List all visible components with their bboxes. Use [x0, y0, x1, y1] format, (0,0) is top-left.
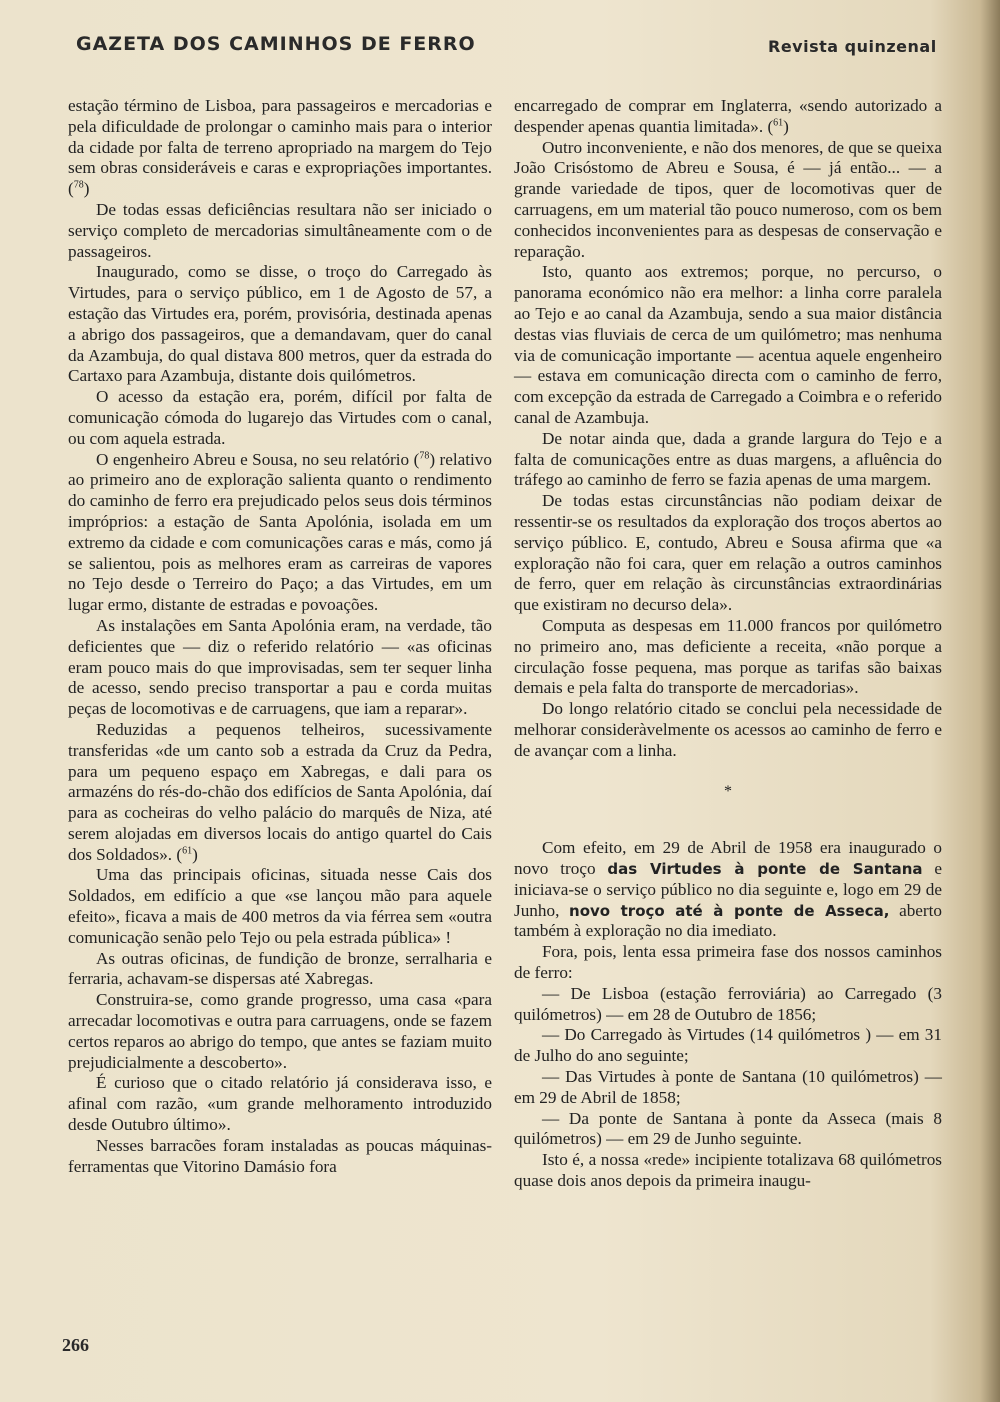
list-item: — De Lisboa (estação ferroviária) ao Carregado (3 quilómetros) — em 28 de Outubro de 1856;: [514, 983, 942, 1024]
footnote-ref: 61: [773, 117, 784, 129]
section-separator: *: [724, 782, 732, 800]
list-item: — Do Carregado às Virtudes (14 quilómetros ) — em 31 de Julho do ano seguinte;: [514, 1025, 942, 1066]
paragraph: Inaugurado, como se disse, o troço do Carregado às Virtudes, para o serviço público, em 1 de Agosto de 57, a estação das Virtudes era, porém, provisória, destinada apenas a abrigo dos passageiros, que a demandavam, quer do canal da Azambuja, do qual distava 800 metros, quer da estrada do Cartaxo para Azambuja, distante dois quilómetros.: [68, 262, 492, 386]
paragraph: Com efeito, em 29 de Abril de 1958 era inaugurado o novo troço das Virtudes à ponte de Santana e iniciava-se o serviço público no dia seguinte e, logo em 29 de Junho, novo troço até à ponte de Asseca, aberto também à exploração no dia imediato.: [514, 838, 943, 941]
paragraph: encarregado de comprar em Inglaterra, «sendo autorizado a despender apenas quantia limitada». ($^{61}$): [514, 96, 942, 136]
paragraph: De todas essas deficiências resultara não ser iniciado o serviço completo de mercadorias simultâneamente com o de passageiros.: [68, 199, 492, 261]
footnote-ref: 78: [419, 449, 430, 461]
paragraph: Reduzidas a pequenos telheiros, sucessivamente transferidas «de um canto sob a estrada da Cruz da Pedra, para um pequeno espaço em Xabregas, e dali para os armazéns do rés-do-chão dos edifícios de Santa Apolónia, daí para as cocheiras do velho palácio do marquês de Niza, até serem alojadas em diversos locais do antigo quartel do Cais dos Soldados». ($^{61}$): [68, 719, 492, 864]
right-column: [514, 96, 942, 1192]
paragraph: Construira-se, como grande progresso, uma casa «para arrecadar locomotivas e outra para carruagens, onde se fazem certos reparos ao abrigo do tempo, que antes se faziam muito prejudicialmente a descoberto».: [68, 990, 492, 1072]
footnote-ref: 61: [182, 844, 193, 856]
list-item: — Da ponte de Santana à ponte da Asseca (mais 8 quilómetros) — em 29 de Junho seguinte.: [514, 1108, 942, 1149]
paragraph: As outras oficinas, de fundição de bronze, serralharia e ferraria, achavam-se dispersas até Xabregas.: [68, 948, 492, 989]
paragraph: De notar ainda que, dada a grande largura do Tejo e a falta de comunicações entre as duas margens, a afluência do tráfego ao caminho de ferro se fazia apenas de uma margem.: [514, 428, 942, 490]
paragraph: Do longo relatório citado se conclui pela necessidade de melhorar consideràvelmente os acessos ao caminho de ferro e de avançar com a linha.: [514, 699, 942, 760]
paragraph: Uma das principais oficinas, situada nesse Cais dos Soldados, em edifício a que «se lançou mão para aquele efeito», ficava a mais de 400 metros da via férrea sem «outra comunicação senão pelo Tejo ou pela estrada pública» !: [68, 865, 492, 947]
paragraph: De todas estas circunstâncias não podiam deixar de ressentir-se os resultados da exploração dos troços abertos ao serviço público. E, contudo, Abreu e Sousa afirma que «a exploração não foi cara, quer em relação a outros caminhos de ferro, quer em relação às circunstâncias extraordinárias que existiram no decurso dela».: [514, 491, 942, 615]
footnote-ref: 78: [73, 179, 84, 191]
paragraph: É curioso que o citado relatório já considerava isso, e afinal com razão, «um grande melhoramento introduzido desde Outubro último».: [68, 1073, 492, 1135]
paragraph: estação término de Lisboa, para passageiros e mercadorias e pela dificuldade de prolongar o caminho mais para o interior da cidade por falta de terreno apropriado na margem do Tejo sem obras consideráveis e caras e expropriações importantes. ($^{78}$): [68, 96, 492, 199]
journal-title: GAZETA DOS CAMINHOS DE FERRO: [76, 33, 476, 55]
paragraph: Computa as despesas em 11.000 francos por quilómetro no primeiro ano, mas deficiente a receita, «não porque a circulação fosse pequena, mas porque as tarifas são baixas demais e pela falta do transporte de mercadorias».: [514, 615, 942, 698]
emphasis: das Virtudes à ponte de Santana: [607, 860, 923, 879]
paragraph: Outro inconveniente, e não dos menores, de que se queixa João Crisóstomo de Abreu e Sousa, é — já então... — a grande variedade de tipos, quer de locomotivas quer de carruagens, em um material tão pouco numeroso, com os bem conhecidos inconvenientes para as despesas de conservação e reparação.: [514, 137, 942, 261]
paragraph: O engenheiro Abreu e Sousa, no seu relatório ($^{78}$) relativo ao primeiro ano de exploração salienta quanto o rendimento do caminho de ferro era prejudicado pelos seus dois términos impróprios: a estação de Santa Apolónia, isolada em um extremo da cidade e com comunicações caras e más, como já se salientou, pois as melhores eram as carreiras de vapores no Tejo desde o Terreiro do Paço; a das Virtudes, em um lugar ermo, distante de estradas e povoações.: [68, 449, 492, 615]
paragraph: Fora, pois, lenta essa primeira fase dos nossos caminhos de ferro:: [514, 942, 942, 983]
paragraph: Nesses barracões foram instaladas as poucas máquinas-ferramentas que Vitorino Damásio fora: [68, 1135, 492, 1176]
paragraph: Isto é, a nossa «rede» incipiente totalizava 68 quilómetros quase dois anos depois da primeira inaugu-: [514, 1150, 942, 1191]
emphasis: novo troço até à ponte de Asseca,: [569, 901, 890, 920]
list-item: — Das Virtudes à ponte de Santana (10 quilómetros) — em 29 de Abril de 1858;: [514, 1067, 942, 1107]
paragraph: O acesso da estação era, porém, difícil por falta de comunicação cómoda do lugarejo das Virtudes com o canal, ou com aquela estrada.: [68, 387, 492, 448]
paragraph: Isto, quanto aos extremos; porque, no percurso, o panorama económico não era melhor: a linha corre paralela ao Tejo e ao canal da Azambuja, sendo a sua maior distância destas vias fluviais de cerca de um quilómetro; mas nenhuma via de comunicação importante — acentua aquele engenheiro — estava em comunicação directa com o caminho de ferro, com excepção da estrada de Carregado a Coimbra e o referido canal de Azambuja.: [514, 262, 942, 427]
page-number: 266: [62, 1335, 89, 1355]
paragraph: As instalações em Santa Apolónia eram, na verdade, tão deficientes que — diz o referido relatório — «as oficinas eram pouco mais do que improvisadas, sem ter sequer linha de acesso, sendo preciso transportar a pau e corda muitas peças de locomotivas e de carruagens, que iam a reparar».: [68, 615, 492, 719]
journal-subtitle: Revista quinzenal: [768, 37, 937, 56]
left-column: [68, 96, 492, 1177]
